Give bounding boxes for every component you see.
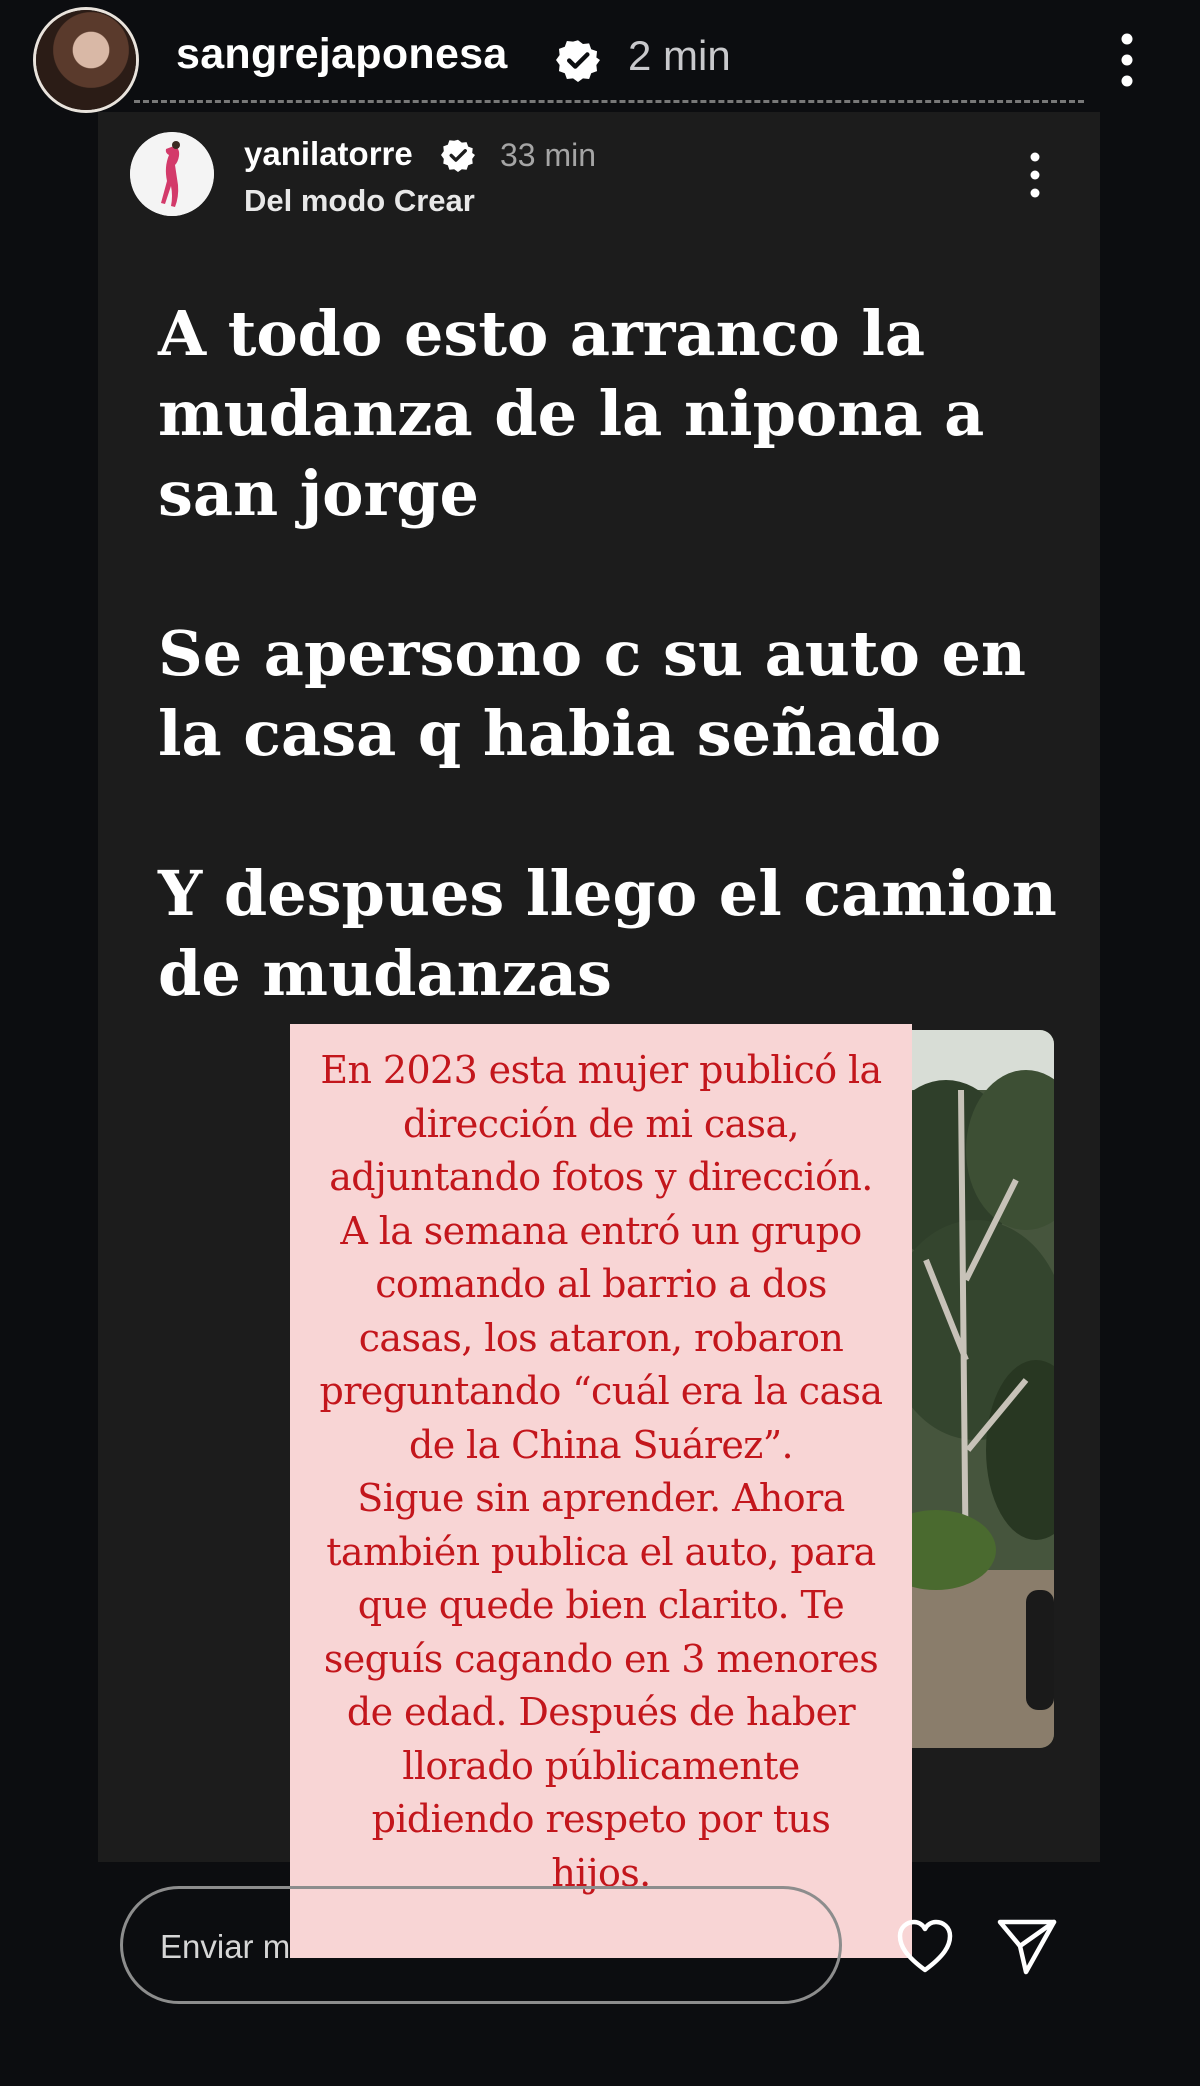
post-paragraph: A todo esto arranco la mudanza de la nipona a san jorge bbox=[158, 297, 985, 530]
story-timestamp: 2 min bbox=[628, 32, 731, 79]
shared-post-username[interactable]: yanilatorre bbox=[244, 135, 413, 172]
note-line: comando al barrio a dos bbox=[375, 1262, 827, 1306]
story-author-avatar[interactable] bbox=[36, 10, 136, 110]
note-line: de edad. Después de haber bbox=[346, 1690, 856, 1734]
note-line: llorado públicamente bbox=[402, 1743, 800, 1788]
story-author-username[interactable]: sangrejaponesa bbox=[176, 30, 508, 78]
shared-post-timestamp: 33 min bbox=[500, 137, 597, 173]
note-line: que quede bien clarito. Te bbox=[357, 1583, 845, 1627]
more-options-icon[interactable] bbox=[1024, 150, 1046, 200]
verified-badge-icon bbox=[556, 38, 600, 82]
note-line: casas, los ataron, robaron bbox=[358, 1315, 844, 1360]
note-line: también publica el auto, para bbox=[326, 1529, 876, 1574]
note-line: Sigue sin aprender. Ahora bbox=[357, 1476, 845, 1520]
send-icon[interactable] bbox=[996, 1916, 1058, 1976]
note-line: adjuntando fotos y dirección. bbox=[329, 1155, 873, 1199]
note-line: pidiendo respeto por tus bbox=[371, 1797, 831, 1841]
note-line: de la China Suárez”. bbox=[408, 1422, 794, 1467]
shared-post-avatar[interactable] bbox=[130, 132, 214, 216]
post-paragraph: Y despues llego el camion de mudanzas bbox=[158, 857, 1057, 1010]
note-line: hijos. bbox=[551, 1850, 651, 1895]
verified-badge-icon bbox=[441, 138, 475, 172]
post-photo bbox=[906, 1030, 1054, 1748]
note-line: A la semana entró un grupo bbox=[340, 1208, 862, 1253]
note-line: En 2023 esta mujer publicó la bbox=[320, 1048, 882, 1092]
note-line: dirección de mi casa, bbox=[402, 1101, 799, 1146]
heart-icon[interactable] bbox=[896, 1918, 954, 1974]
note-line: seguís cagando en 3 menores bbox=[323, 1636, 879, 1681]
message-placeholder: Enviar m bbox=[160, 1928, 291, 1965]
shared-post-subtitle: Del modo Crear bbox=[244, 183, 475, 218]
shared-post-text bbox=[158, 294, 1058, 1094]
more-options-icon[interactable] bbox=[1112, 30, 1142, 90]
post-paragraph: Se apersono c su auto en la casa q habia señado bbox=[158, 617, 1026, 770]
overlay-text-note bbox=[290, 1024, 912, 1958]
note-line: preguntando “cuál era la casa bbox=[319, 1369, 883, 1413]
